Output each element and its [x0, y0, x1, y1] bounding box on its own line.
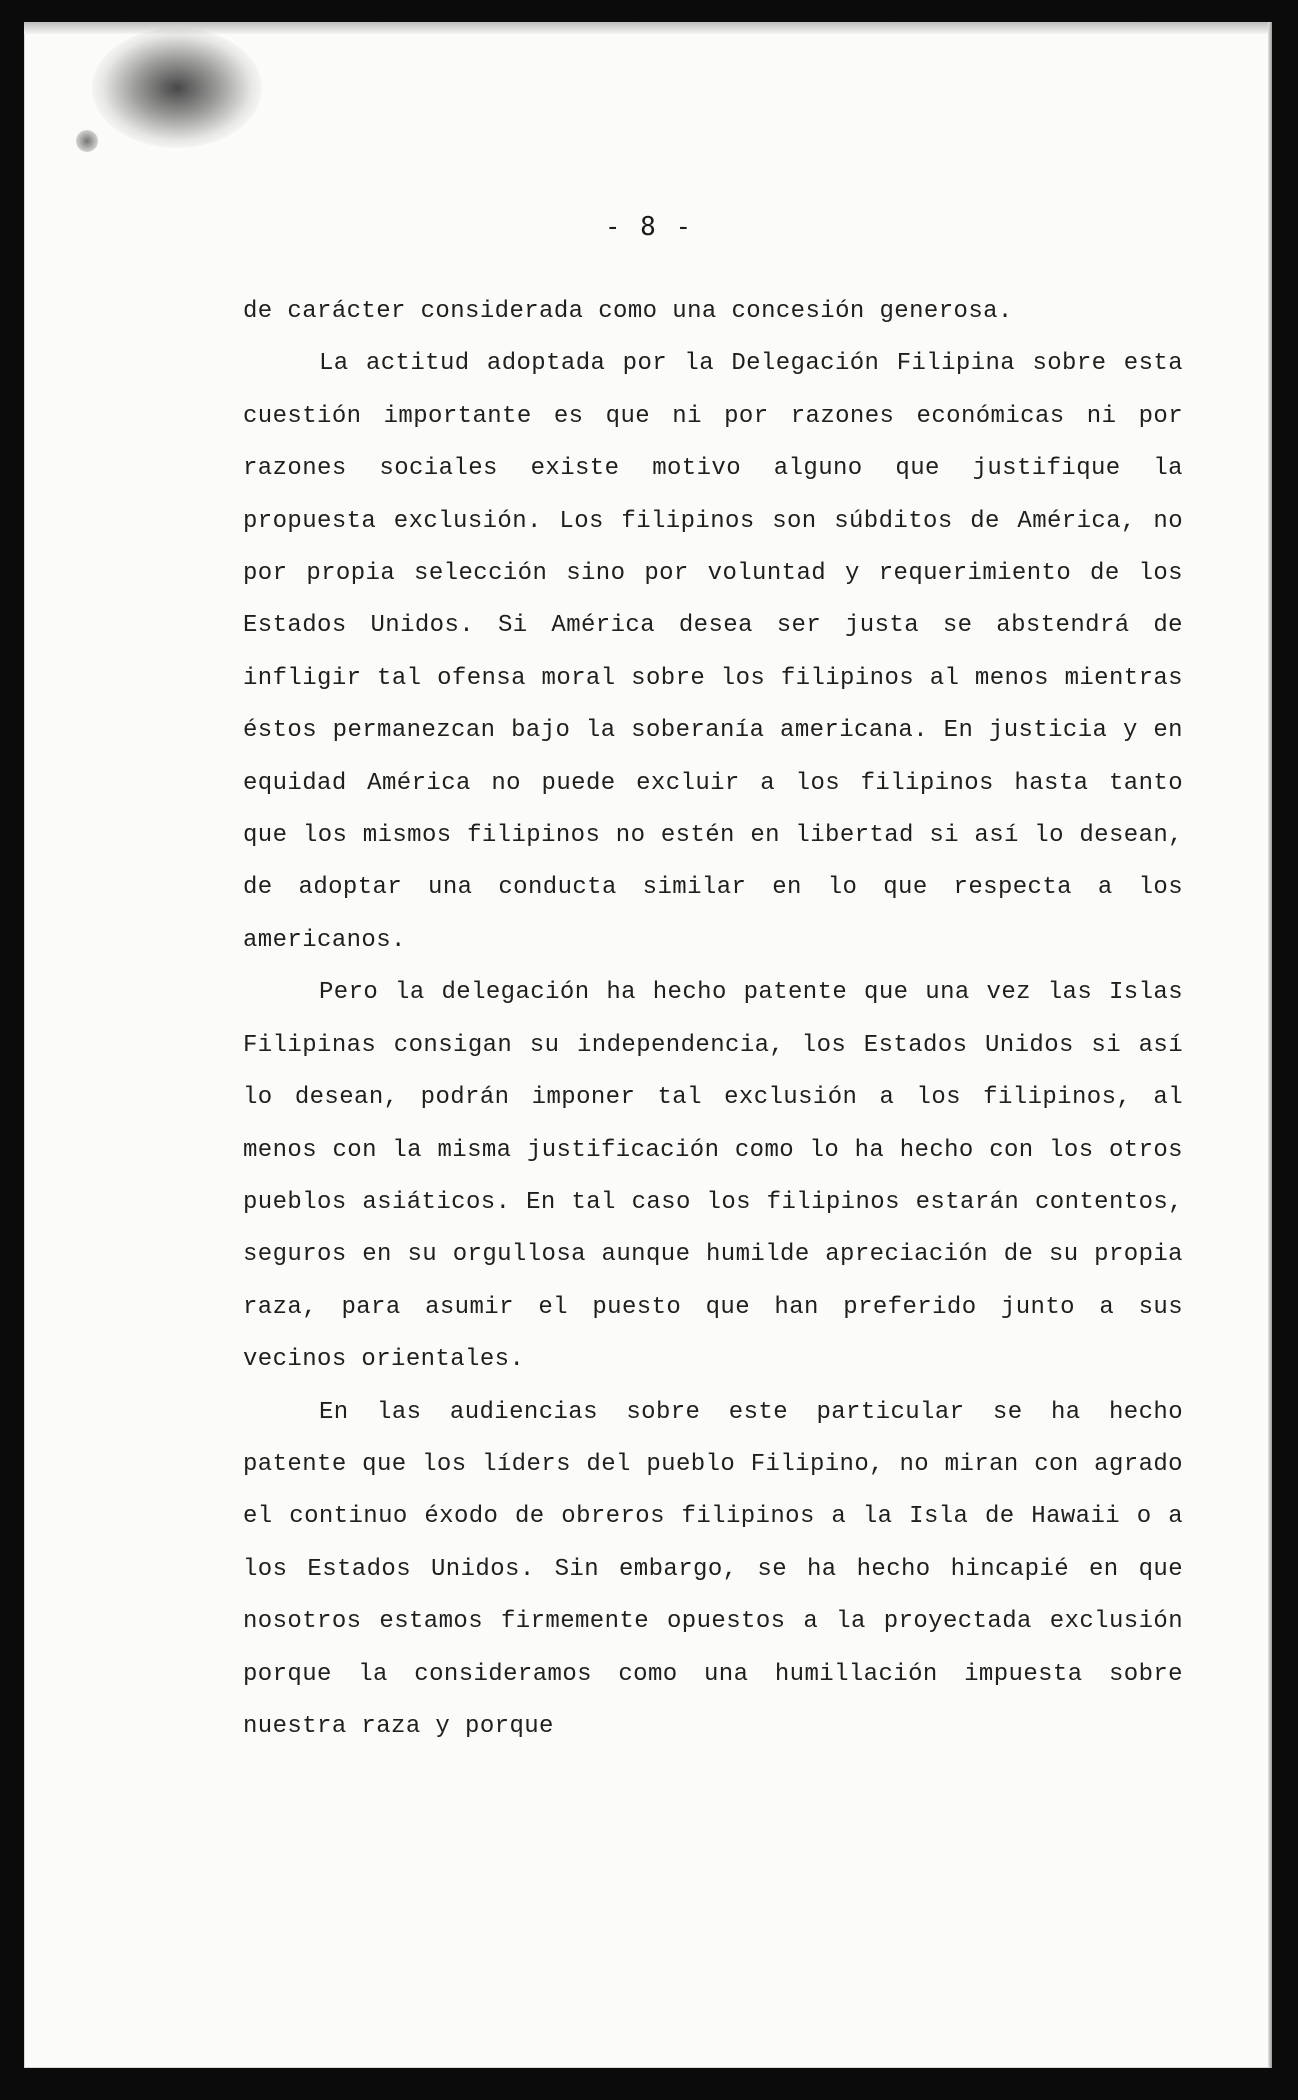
ink-spot	[76, 130, 98, 152]
body-text	[243, 286, 1183, 1753]
paragraph-4: En las audiencias sobre este particular se ha hecho patente que los líders del pueblo Filipino, no miran con agrado el continuo éxodo de obreros filipinos a la Isla de Hawaii o a los Estados Unidos. Sin embargo, se ha hecho hincapié en que nosotros estamos firmemente opuestos a la proyectada exclusión porque la consideramos como una humillación impuesta sobre nuestra raza y porque	[243, 1398, 1183, 1740]
ink-smudge	[92, 28, 262, 148]
paragraph-1: de carácter considerada como una concesión generosa.	[243, 298, 1013, 325]
paragraph-2: La actitud adoptada por la Delegación Filipina sobre esta cuestión importante es que ni por razones económicas ni por razones sociales existe motivo alguno que justifique la propuesta exclusión. Los filipinos son súbditos de América, no por propia selección sino por voluntad y requerimiento de los Estados Unidos. Si América desea ser justa se abstendrá de infligir tal ofensa moral sobre los filipinos al menos mientras éstos permanezcan bajo la soberanía americana. En justicia y en equidad América no puede excluir a los filipinos hasta tanto que los mismos filipinos no estén en libertad si así lo desean, de adoptar una conducta similar en lo que respecta a los americanos.	[243, 350, 1183, 954]
paragraph-3: Pero la delegación ha hecho patente que una vez las Islas Filipinas consigan su independencia, los Estados Unidos si así lo desean, podrán imponer tal exclusión a los filipinos, al menos con la misma justificación como lo ha hecho con los otros pueblos asiáticos. En tal caso los filipinos estarán contentos, seguros en su orgullosa aunque humilde apreciación de su propia raza, para asumir el puesto que han preferido junto a sus vecinos orientales.	[243, 979, 1183, 1374]
page-number: - 8 -	[604, 212, 694, 242]
paper-right-edge	[1268, 22, 1272, 2068]
